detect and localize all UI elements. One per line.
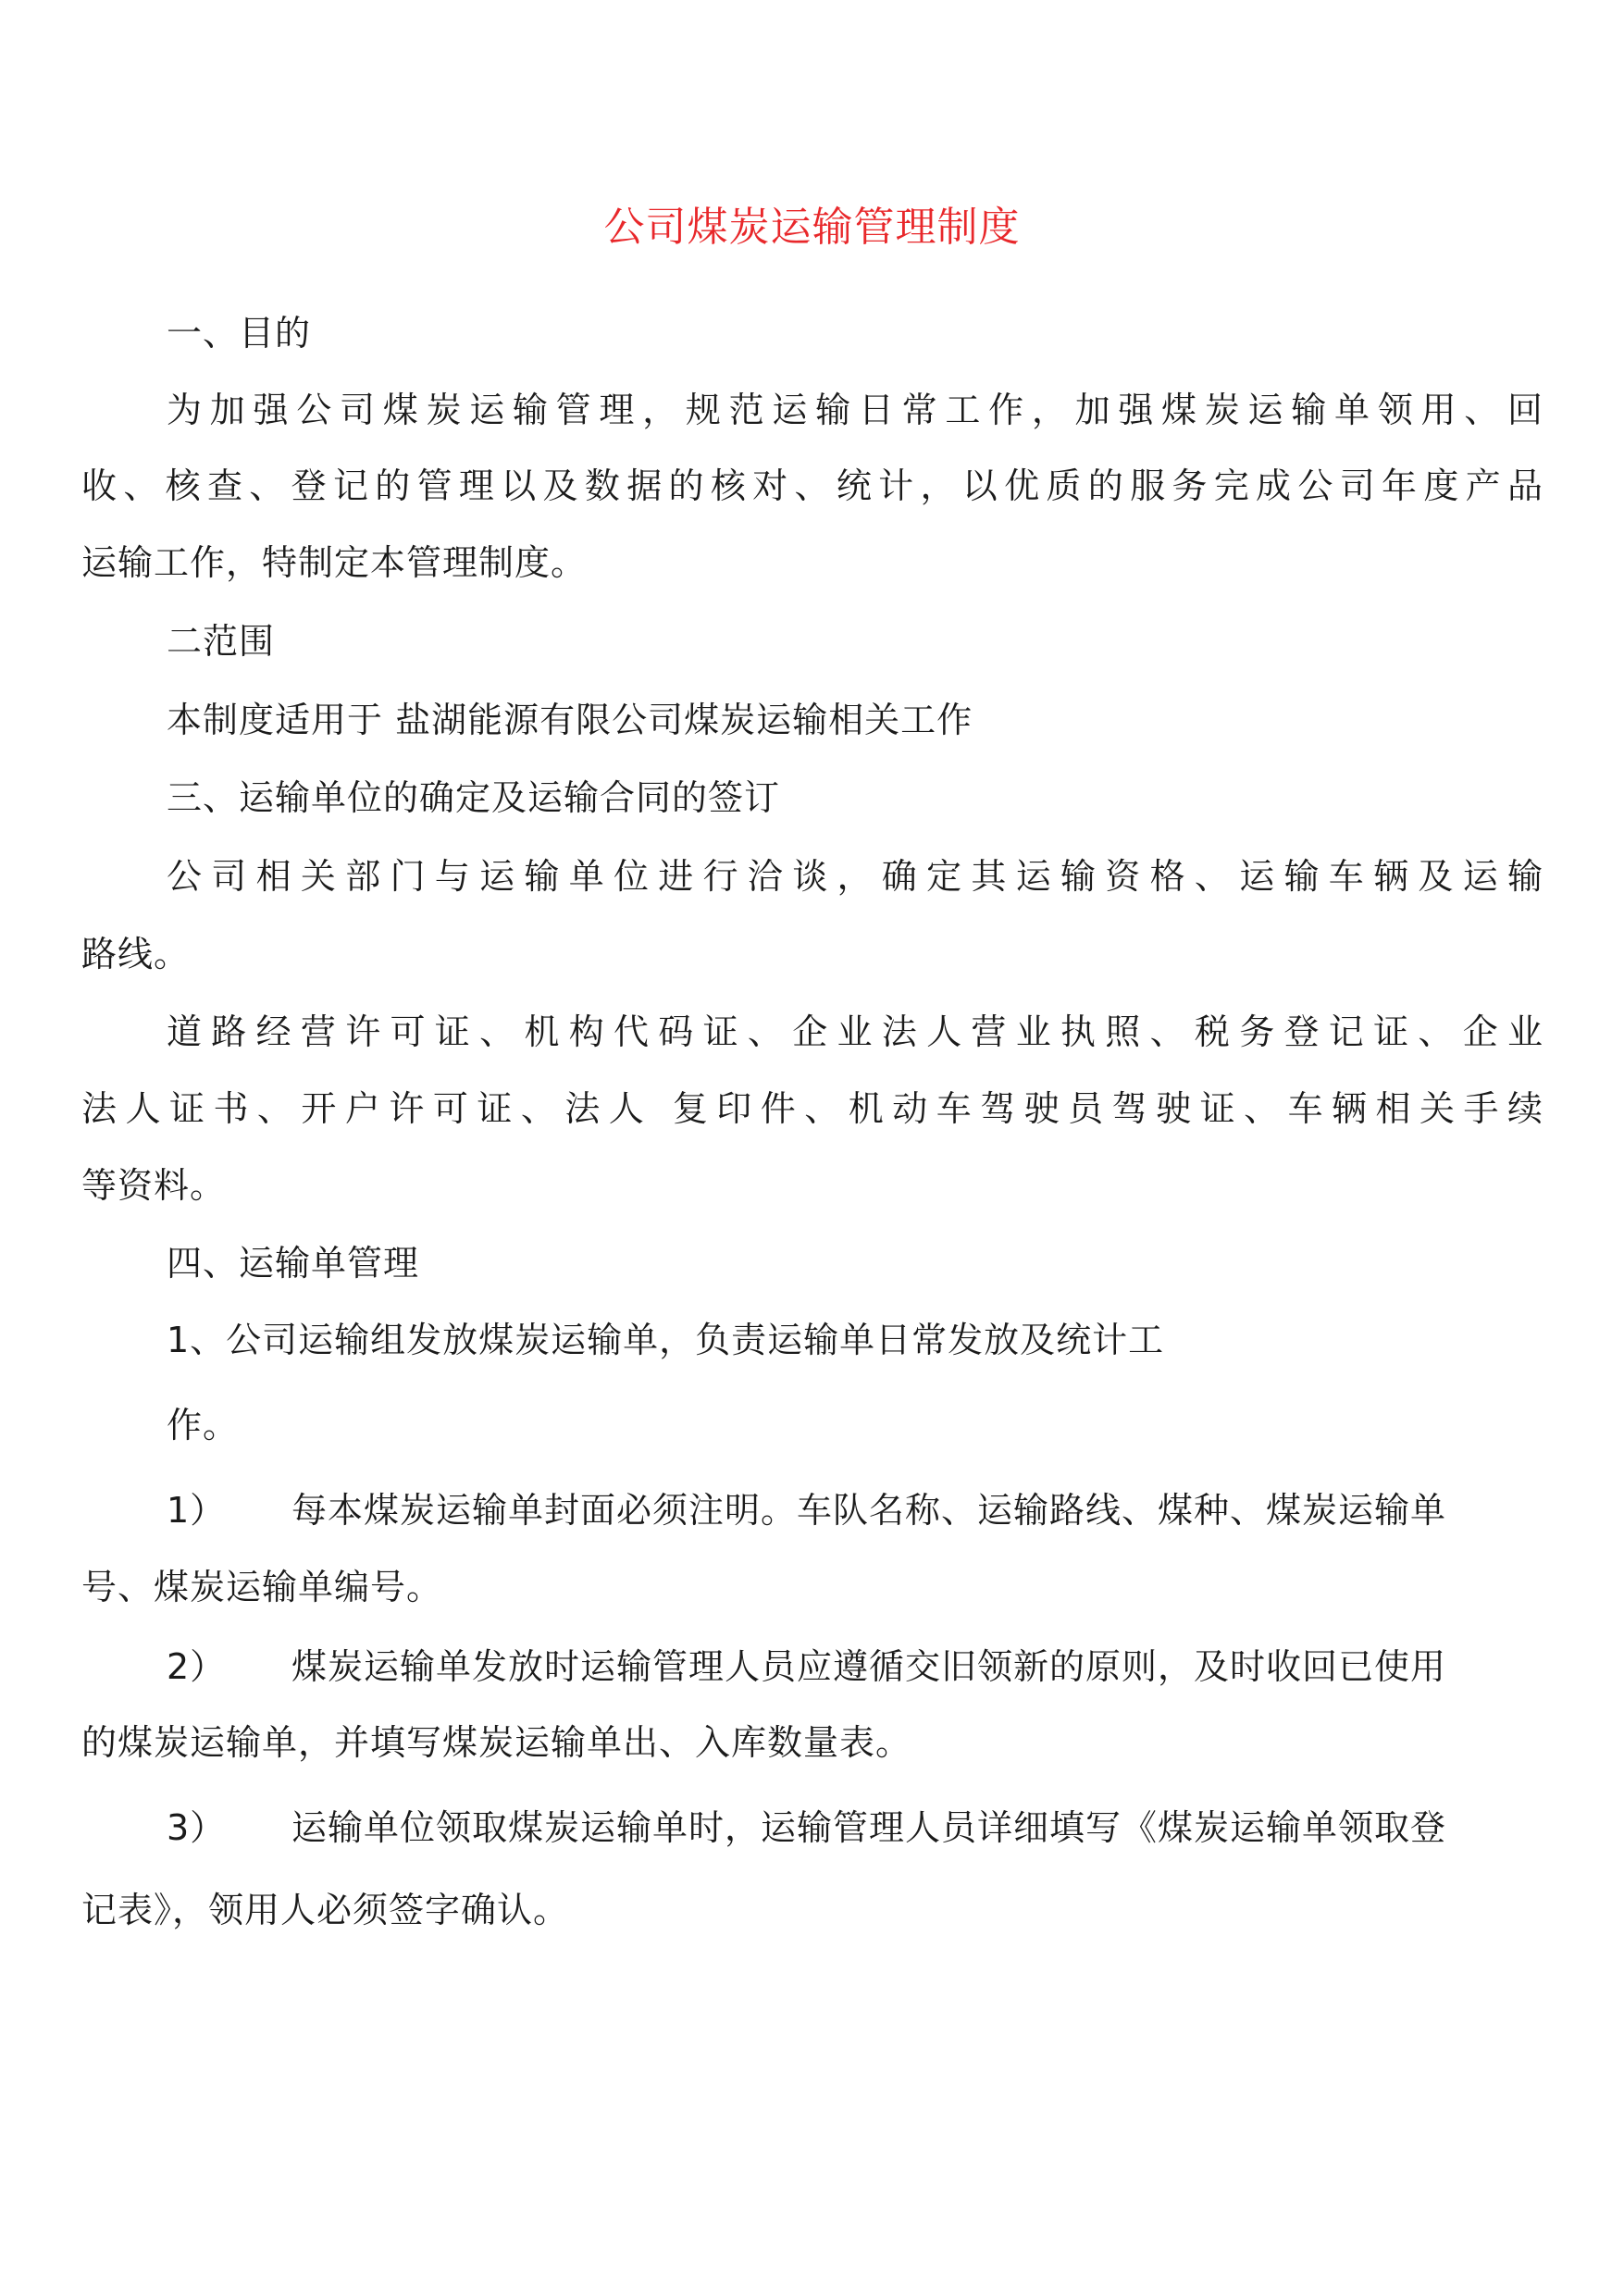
list-item-text: 运输单位领取煤炭运输单时，运输管理人员详细填写《煤炭运输单领取登	[291, 1807, 1447, 1848]
paragraph-line: 的煤炭运输单，并填写煤炭运输单出、入库数量表。	[81, 1722, 912, 1763]
paragraph-line: 公司相关部门与运输单位进行洽谈，确定其运输资格、运输车辆及运输	[167, 856, 1543, 897]
paragraph-line: 号、煤炭运输单编号。	[81, 1567, 443, 1607]
section-heading-scope: 二范围	[167, 621, 276, 662]
list-item-number: 2）	[167, 1646, 227, 1687]
paragraph-line: 为加强公司煤炭运输管理，规范运输日常工作，加强煤炭运输单领用、回	[167, 390, 1543, 430]
paragraph-line: 等资料。	[81, 1165, 227, 1206]
list-item-1-line	[167, 1487, 1543, 1533]
paragraph-line: 法人证书、开户许可证、法人 复印件、机动车驾驶员驾驶证、车辆相关手续	[81, 1088, 1543, 1129]
section-heading-purpose: 一、目的	[167, 313, 312, 354]
paragraph-line: 收、核查、登记的管理以及数据的核对、统计，以优质的服务完成公司年度产品	[81, 465, 1543, 506]
paragraph-line: 本制度适用于 盐湖能源有限公司煤炭运输相关工作	[167, 700, 973, 740]
list-item-2-line	[167, 1644, 1543, 1690]
paragraph-line: 记表》，领用人必须签字确认。	[81, 1890, 570, 1930]
list-item-number: 1）	[167, 1490, 227, 1531]
list-item-text: 每本煤炭运输单封面必须注明。车队名称、运输路线、煤种、煤炭运输单	[291, 1490, 1447, 1531]
list-item-text: 煤炭运输单发放时运输管理人员应遵循交旧领新的原则，及时收回已使用	[291, 1646, 1447, 1687]
paragraph-line: 路线。	[81, 934, 191, 974]
paragraph-line: 运输工作，特制定本管理制度。	[81, 542, 588, 583]
paragraph-line: 道路经营许可证、机构代码证、企业法人营业执照、税务登记证、企业	[167, 1011, 1543, 1052]
section-heading-transport-unit: 三、运输单位的确定及运输合同的签订	[167, 777, 781, 818]
list-item-number: 3）	[167, 1807, 227, 1848]
paragraph-line: 作。	[167, 1405, 240, 1445]
list-item-3-line	[167, 1805, 1543, 1851]
section-heading-waybill: 四、运输单管理	[167, 1243, 420, 1284]
paragraph-line: 1、公司运输组发放煤炭运输单，负责运输单日常发放及统计工	[167, 1320, 1165, 1360]
document-title: 公司煤炭运输管理制度	[603, 204, 1021, 251]
